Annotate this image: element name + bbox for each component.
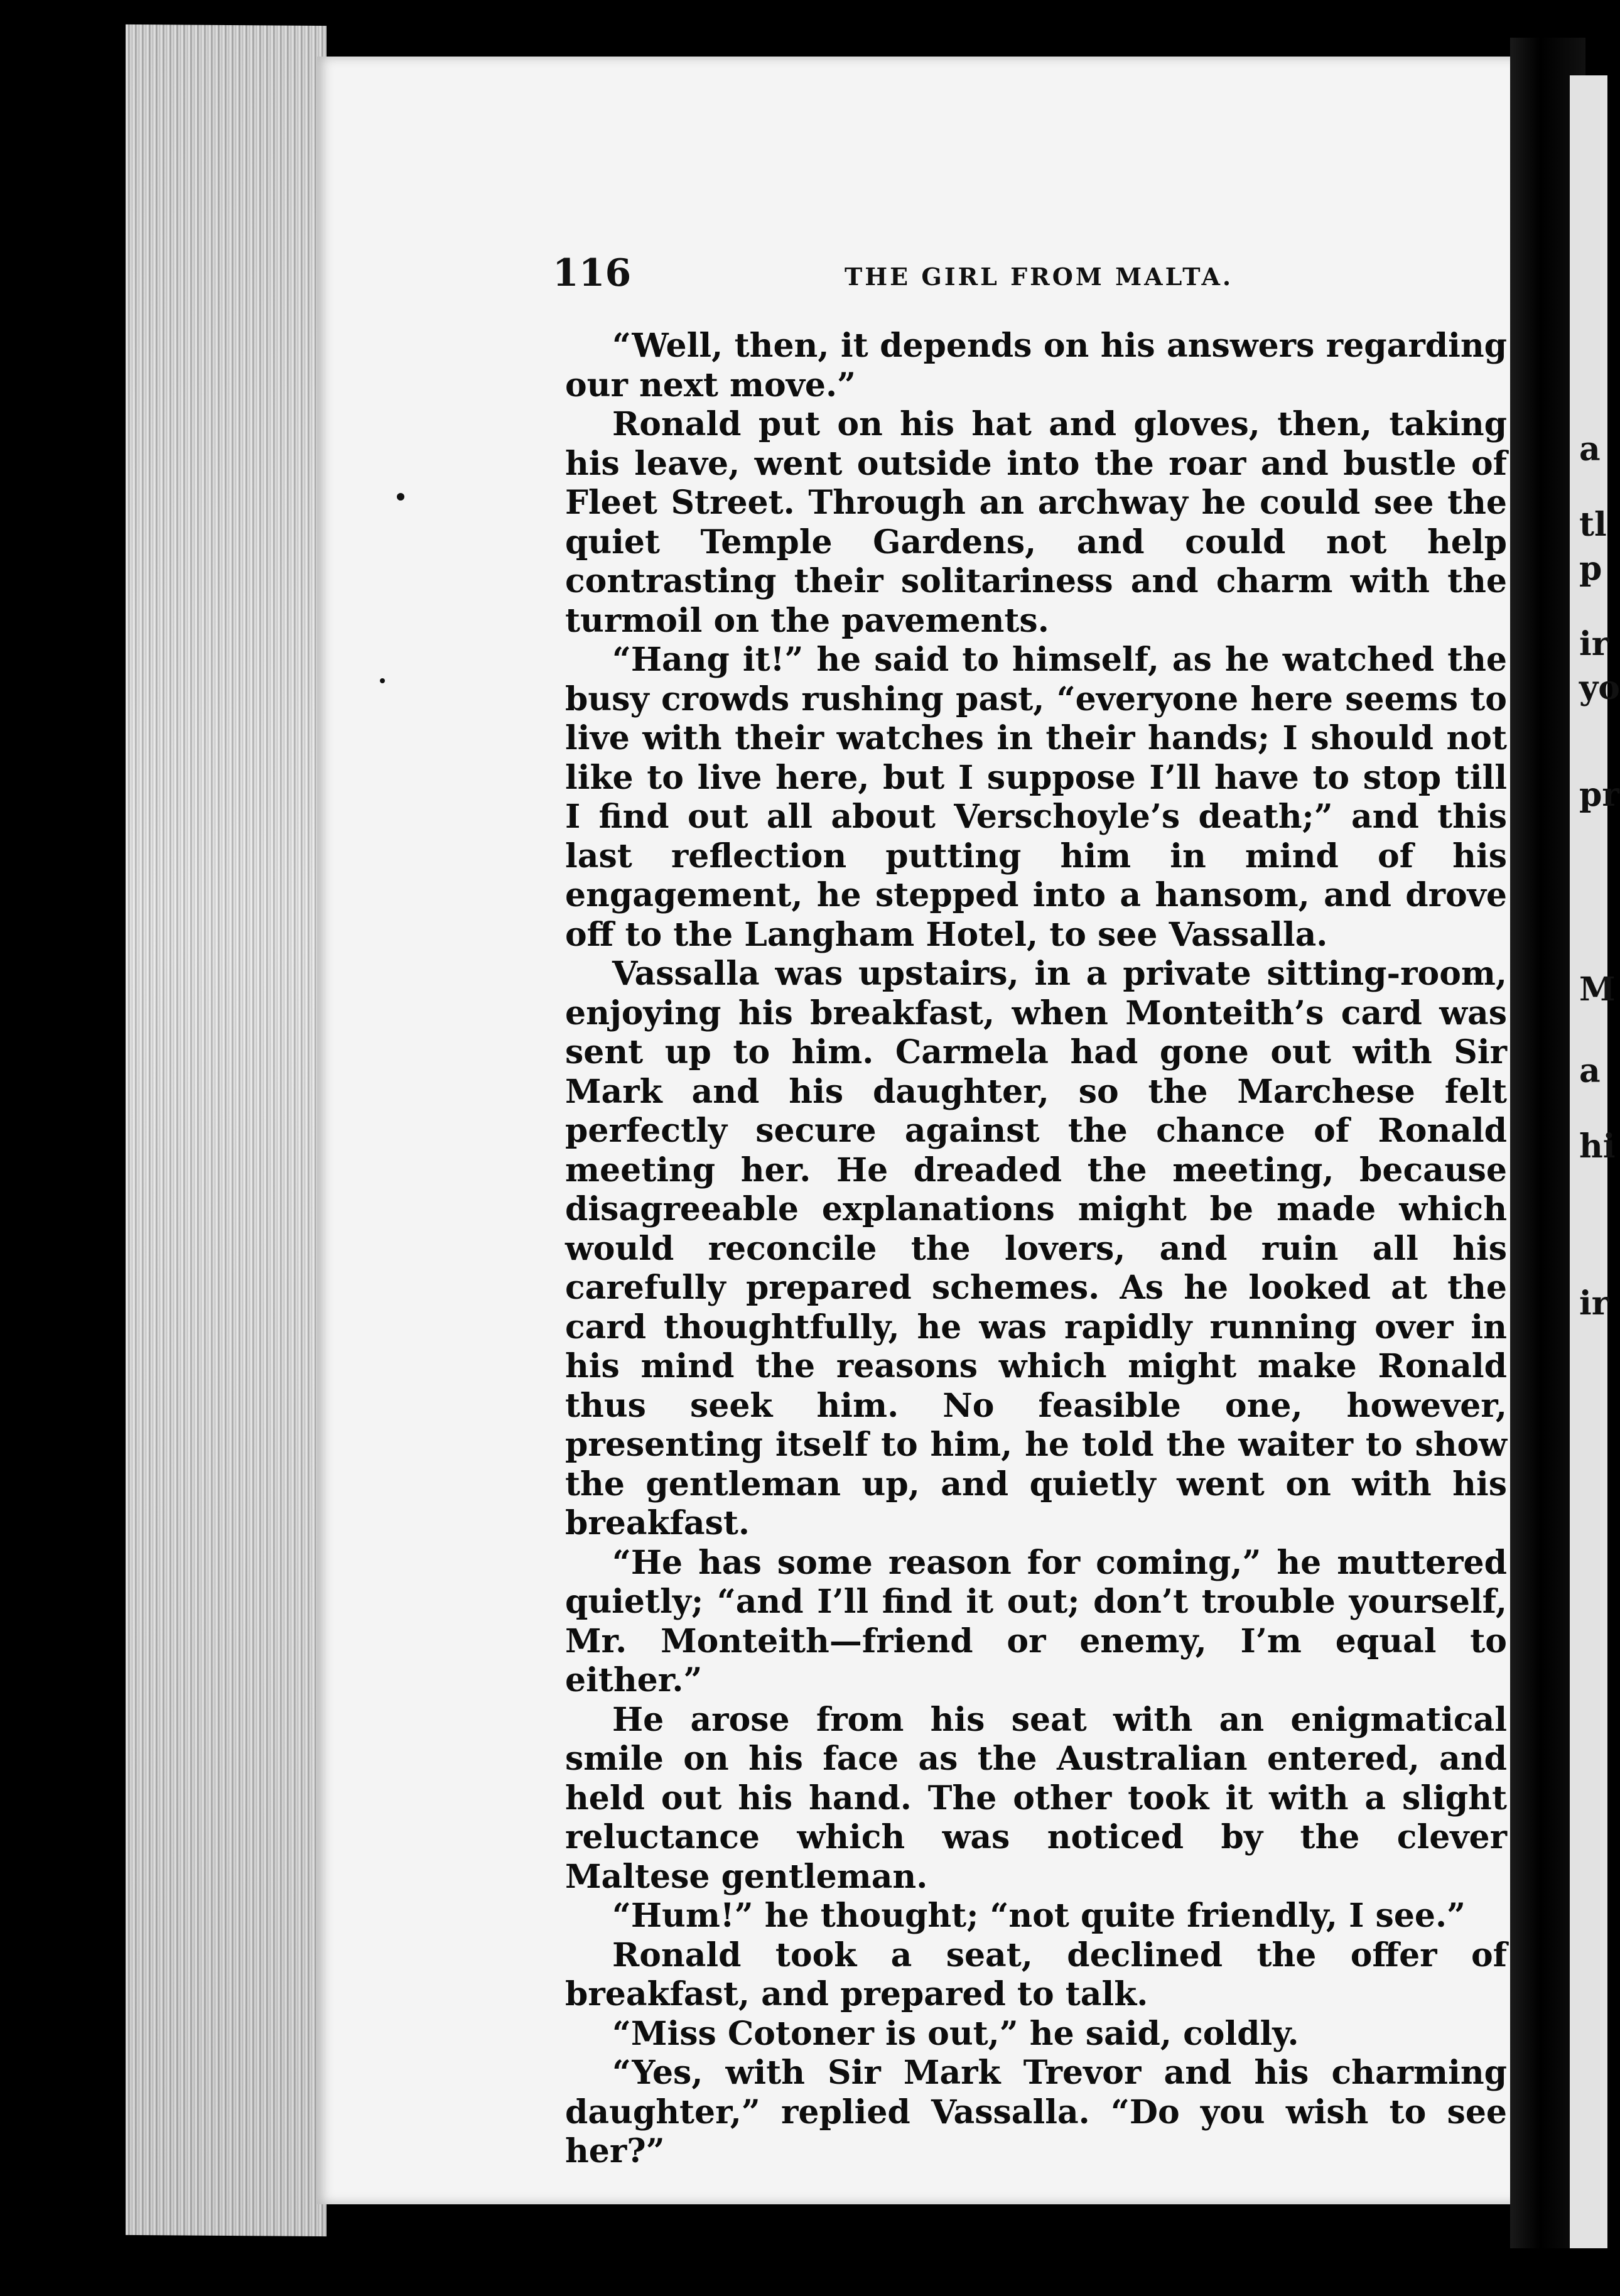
paragraph: “Yes, with Sir Mark Trevor and his charming daughter,” replied Vassalla. “Do you wish to see her?” <box>565 2054 1507 2170</box>
ink-speck <box>380 678 385 683</box>
paragraph: “Miss Cotoner is out,” he said, coldly. <box>612 2014 1299 2053</box>
paragraph: Ronald put on his hat and gloves, then, taking his leave, went outside into the roar and bustle of Fleet Street. Through an archway he could see the quiet Temple Gardens, and could not help contrasting their solitariness and charm with the turmoil on the pavements. <box>565 405 1507 640</box>
paragraph: “He has some reason for coming,” he muttered quietly; “and I’ll find it out; don’t trouble yourself, Mr. Monteith—friend or enemy, I’m equal to either.” <box>565 1543 1507 1699</box>
page-number: 116 <box>553 251 632 295</box>
page-header <box>553 251 1369 301</box>
paragraph: Ronald took a seat, declined the offer of breakfast, and prepared to talk. <box>565 1936 1507 2013</box>
ink-speck <box>397 493 404 501</box>
paragraph: “Hang it!” he said to himself, as he watched the busy crowds rushing past, “everyone here seems to live with their watches in their hands; I should not like to live here, but I suppose I’ll have to stop till I find out all about Verschoyle’s death;” and this last reflection putting him in mind of his engagement, he stepped into a hansom, and drove off to the Langham Hotel, to see Vassalla. <box>565 641 1507 954</box>
facing-page-fragment: hi <box>1579 1127 1616 1166</box>
facing-page-fragment: p <box>1579 550 1602 588</box>
paragraph: He arose from his seat with an enigmatical smile on his face as the Australian entered, and held out his hand. The other took it with a slight reluctance which was noticed by the clever Maltese gentleman. <box>565 1700 1507 1896</box>
facing-page-fragment: pr <box>1579 776 1619 814</box>
page-edges <box>126 24 327 2236</box>
facing-page-fragment: M <box>1579 970 1616 1009</box>
running-title: THE GIRL FROM MALTA. <box>845 263 1234 291</box>
facing-page-fragment: ir <box>1579 625 1609 663</box>
facing-page-fragment: ir <box>1579 1284 1609 1323</box>
facing-page-fragment: a <box>1579 430 1601 468</box>
facing-page-fragment: tl <box>1579 506 1607 544</box>
paragraph: Vassalla was upstairs, in a private sitting-room, enjoying his breakfast, when Monteith’s card was sent up to him. Carmela had gone out with Sir Mark and his daughter, so the Marchese felt perfectly secure against the chance of Ronald meeting her. He dreaded the meeting, because disagreeable explanations might be made which would reconcile the lovers, and ruin all his carefully prepared schemes. As he looked at the card thoughtfully, he was rapidly running over in his mind the reasons which might make Ronald thus seek him. No feasible one, however, presenting itself to him, he told the waiter to show the gentleman up, and quietly went on with his breakfast. <box>565 955 1507 1542</box>
facing-page-fragment: a <box>1579 1052 1601 1090</box>
paragraph: “Well, then, it depends on his answers regarding our next move.” <box>565 327 1507 404</box>
paragraph: “Hum!” he thought; “not quite friendly, I see.” <box>612 1897 1466 1935</box>
facing-page-fragment: yo <box>1579 669 1620 707</box>
body-text <box>565 327 1507 2172</box>
